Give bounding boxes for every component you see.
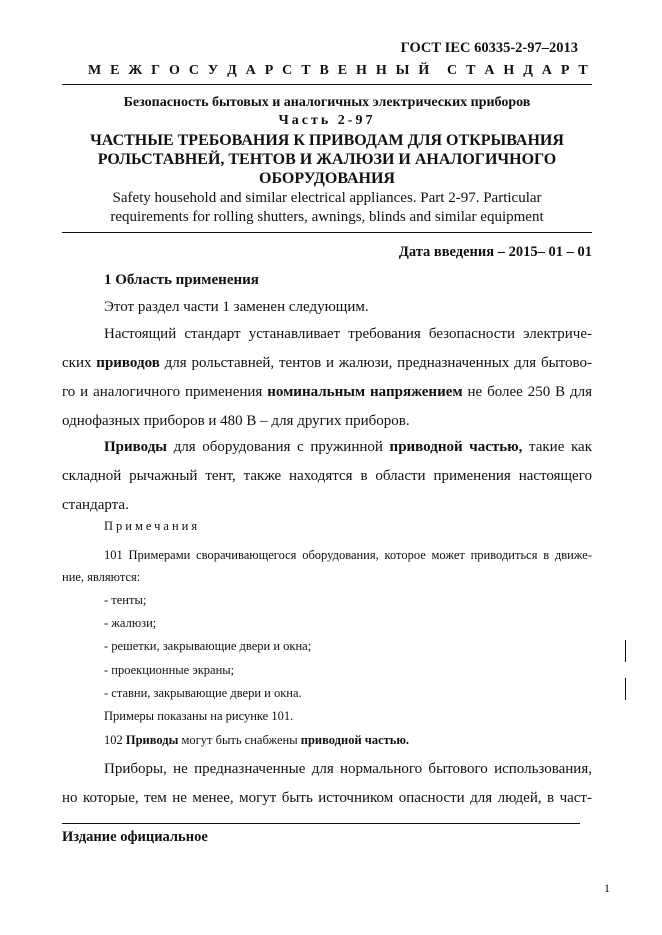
letter: Й xyxy=(418,63,430,78)
text: го и аналогичного применения xyxy=(62,384,268,400)
title-part: Часть 2-97 xyxy=(278,113,376,128)
list-item: - тенты; xyxy=(104,593,147,607)
text-line xyxy=(62,433,592,462)
examples-list xyxy=(104,589,592,728)
text: не более 250 В для xyxy=(462,384,593,400)
paragraph-spring xyxy=(62,433,592,520)
title-main-line: ОБОРУДОВАНИЯ xyxy=(259,170,395,187)
letter: Т xyxy=(301,63,311,78)
letter: С xyxy=(282,63,293,78)
title-general: Безопасность бытовых и аналогичных электрических приборов xyxy=(123,95,531,110)
note-102 xyxy=(104,733,592,748)
text: стандарта. xyxy=(62,497,129,513)
letter: С xyxy=(188,63,199,78)
letter: Ы xyxy=(395,63,410,78)
list-item: - решетки, закрывающие двери и окна; xyxy=(104,639,312,654)
term: приводов xyxy=(96,355,160,371)
title-main-line: ЧАСТНЫЕ ТРЕБОВАНИЯ К ПРИВОДАМ ДЛЯ ОТКРЫВАНИЯ xyxy=(90,132,564,149)
letter: Н xyxy=(503,63,515,78)
text: могут быть снабжены xyxy=(178,733,301,747)
section-heading: 1 Область применения xyxy=(104,272,259,288)
letter: Н xyxy=(356,63,367,78)
text-line: ние, являются: xyxy=(62,570,141,584)
term: Приводы xyxy=(125,733,179,747)
text: складной рычажный тент, также находятся в области применения настоящего xyxy=(62,468,592,484)
text-line xyxy=(62,378,592,407)
list-item: - проекционные экраны; xyxy=(104,662,235,677)
letter: В xyxy=(319,63,329,78)
text-line xyxy=(62,349,592,378)
term: номинальным напряжением xyxy=(267,384,463,400)
figure-reference: Примеры показаны на рисунке 101. xyxy=(104,709,294,724)
letter: Т xyxy=(578,63,588,78)
text: для рольставней, тентов и жалюзи, предназначенных для бытово- xyxy=(159,355,592,371)
header-rule xyxy=(62,84,592,85)
letter: Е xyxy=(110,63,120,78)
change-bar xyxy=(625,640,626,662)
letter: О xyxy=(169,63,180,78)
text: Настоящий стандарт устанавливает требования безопасности электриче- xyxy=(104,326,592,342)
introduction-date: Дата введения – 2015– 01 – 01 xyxy=(398,244,592,260)
letter: Г xyxy=(151,63,161,78)
title-english-line: requirements for rolling shutters, awnings, blinds and similar equipment xyxy=(110,209,544,225)
list-item: - ставни, закрывающие двери и окна. xyxy=(104,685,302,700)
term: приводной частью, xyxy=(389,439,523,455)
letter: Е xyxy=(337,63,348,78)
text-line xyxy=(62,462,592,491)
title-english xyxy=(62,189,592,227)
list-item: - жалюзи; xyxy=(104,616,157,631)
footnote-rule xyxy=(62,823,580,824)
letter: М xyxy=(88,63,102,78)
document-number: ГОСТ IEC 60335-2-97–2013 xyxy=(400,40,578,56)
change-bar xyxy=(625,678,626,700)
text: ских xyxy=(62,355,97,371)
letter: Т xyxy=(466,63,476,78)
letter: Н xyxy=(375,63,387,78)
letter: С xyxy=(447,63,458,78)
title-main xyxy=(62,131,592,188)
interstate-standard-label xyxy=(88,63,588,79)
text: для оборудования с пружинной xyxy=(167,439,390,455)
paragraph: Этот раздел части 1 заменен следующим. xyxy=(104,299,369,315)
text-line: 101 Примерами сворачивающегося оборудования, которое может приводиться в движе- xyxy=(104,548,592,562)
term: Приводы xyxy=(104,439,168,455)
title-rule xyxy=(62,232,592,233)
text-line xyxy=(62,320,592,349)
notes-label: Примечания xyxy=(104,519,201,533)
text-line: но которые, тем не менее, могут быть источником опасности для людей, в част- xyxy=(62,790,592,806)
letter: А xyxy=(484,63,495,78)
letter: Р xyxy=(560,63,570,78)
title-main-line: РОЛЬСТАВНЕЙ, ТЕНТОВ И ЖАЛЮЗИ И АНАЛОГИЧНОГО xyxy=(97,151,557,168)
text-line: Приборы, не предназначенные для нормального бытового использования, xyxy=(104,761,592,777)
text: 102 xyxy=(104,733,126,747)
text-line xyxy=(62,491,592,520)
letter: Ж xyxy=(128,63,143,78)
page-number: 1 xyxy=(604,881,610,895)
letter: А xyxy=(245,63,256,78)
paragraph-scope xyxy=(62,320,592,436)
letter: А xyxy=(541,63,552,78)
text-line xyxy=(62,407,592,436)
note-101 xyxy=(62,544,592,588)
text: однофазных приборов и 480 В – для других приборов. xyxy=(62,413,410,429)
text: такие как xyxy=(522,439,592,455)
letter: Д xyxy=(227,63,237,78)
term: приводной частью. xyxy=(300,733,410,747)
letter: У xyxy=(207,63,219,78)
title-english-line: Safety household and similar electrical appliances. Part 2-97. Particular xyxy=(112,190,542,206)
paragraph-tail xyxy=(62,755,592,813)
letter: Р xyxy=(264,63,274,78)
letter: Д xyxy=(523,63,533,78)
official-edition: Издание официальное xyxy=(62,829,208,845)
